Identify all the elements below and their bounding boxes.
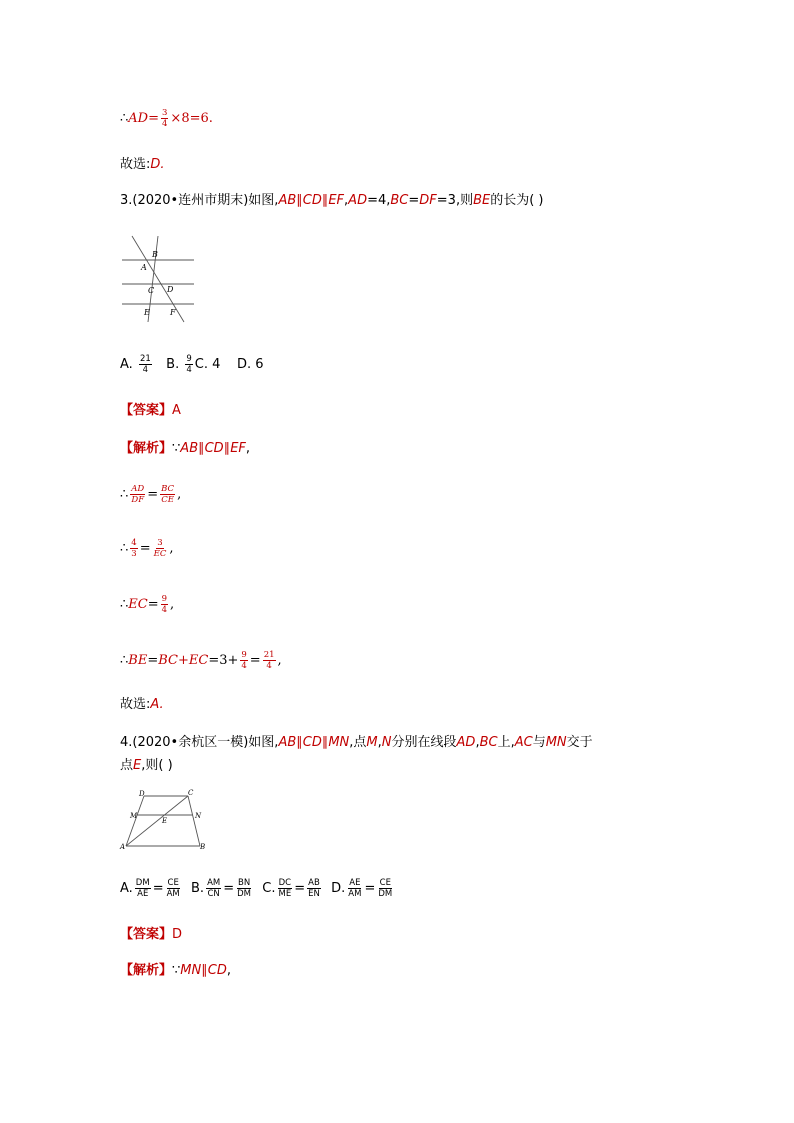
label-n: N: [195, 812, 202, 820]
equals-sign: =: [223, 881, 235, 896]
transversal-2: [132, 236, 184, 322]
therefore-symbol: ∴: [120, 653, 129, 668]
var-e: E: [133, 758, 142, 773]
question-number: 3.: [120, 193, 133, 208]
frac-num: BN: [237, 878, 251, 888]
equals-sign: =: [364, 881, 376, 896]
frac-den: AM: [166, 889, 180, 899]
option-d-label: D.: [331, 881, 346, 896]
equals-sign: =: [147, 653, 159, 668]
sep: ,: [226, 963, 231, 978]
frac-num: DC: [278, 878, 292, 888]
fraction-ad-df: [130, 484, 145, 505]
fraction-3-ec: [153, 538, 168, 559]
equals-sign: =: [147, 487, 159, 502]
label-e: E: [144, 308, 150, 317]
label-d: D: [167, 285, 174, 294]
sep: ,: [277, 653, 282, 668]
frac-num: AE: [349, 878, 361, 888]
answer-3: [120, 402, 181, 420]
question-tail: 的长为( ): [490, 193, 544, 208]
option-a-frac-1: [135, 878, 151, 899]
label-c: C: [148, 286, 155, 295]
frac-den: 4: [161, 605, 168, 615]
because-symbol: ∵: [172, 963, 181, 978]
label-d: D: [139, 790, 145, 798]
option-a-label: A.: [120, 881, 133, 896]
label-a: A: [141, 263, 147, 272]
analysis-3-line-4: [120, 594, 174, 615]
frac-num: 9: [161, 594, 168, 604]
frac-den: AE: [137, 889, 149, 899]
frac-den: ME: [278, 889, 292, 899]
option-c-frac-2: [307, 878, 321, 899]
eq-3-plus: =3+: [208, 653, 239, 668]
choose-line-1: [120, 156, 165, 174]
therefore-symbol: ∴: [120, 541, 129, 556]
sep: ,: [169, 541, 174, 556]
equals-sign: =: [152, 881, 164, 896]
frac-num: 21: [139, 354, 151, 364]
condition-parallel: AB∥CD∥EF: [278, 193, 345, 208]
fraction-bc-ce: [160, 484, 175, 505]
frac-num: AB: [308, 878, 320, 888]
fraction-9-4: [161, 594, 168, 615]
var-bc: BC: [479, 735, 498, 750]
frac-den: 4: [186, 365, 192, 375]
label-e: E: [162, 817, 168, 825]
eq: =: [408, 193, 420, 208]
frac-num: CE: [379, 878, 391, 888]
var-ad: AD: [128, 111, 149, 126]
frac-num: 9: [186, 354, 192, 364]
option-b-label: B.: [191, 881, 205, 896]
option-d-frac-1: [347, 878, 362, 899]
analysis-4-line-1: [120, 962, 231, 980]
option-b-frac-2: [236, 878, 252, 899]
answer-4: [120, 926, 182, 944]
analysis-3-line-3: [120, 538, 173, 559]
equals-sign: =: [249, 653, 261, 668]
option-d: D. 6: [236, 357, 264, 372]
option-b-label: B.: [166, 357, 180, 372]
frac-den: 4: [142, 365, 149, 375]
label-c: C: [188, 789, 194, 797]
frac-num: 9: [241, 650, 247, 660]
analysis-parallel: MN∥CD: [180, 963, 227, 978]
fraction-9-4: [240, 650, 247, 671]
frac-den: 3: [131, 549, 137, 559]
therefore-symbol: ∴: [120, 597, 129, 612]
frac-num: 21: [263, 650, 275, 660]
sep: ,: [245, 441, 251, 456]
question-number: 4.: [120, 735, 133, 750]
label-a: A: [120, 843, 126, 851]
answer-label: 【答案】: [120, 403, 173, 418]
frac-num: 3: [157, 538, 163, 548]
fraction-3-4: [161, 108, 168, 129]
fraction-21-4: [263, 650, 276, 671]
question-tail: ,则( ): [141, 758, 173, 773]
frac-num: DM: [135, 878, 150, 888]
because-symbol: ∵: [172, 441, 181, 456]
frac-den: DM: [237, 889, 252, 899]
fraction-4-3: [130, 538, 137, 559]
var-be: BE: [128, 653, 148, 668]
frac-den: EN: [308, 889, 320, 899]
choose-line-2: [120, 696, 164, 714]
answer-value: D: [172, 927, 183, 942]
condition-parallel: AB∥CD∥MN: [278, 735, 350, 750]
text-mid: 与: [532, 735, 546, 750]
question-source: (2020•余杭区一模)如图,: [132, 735, 279, 750]
frac-den: CN: [207, 889, 220, 899]
text-mid: 分别在线段: [391, 735, 457, 750]
segment-bc: [188, 796, 200, 846]
equals-sign: =: [139, 541, 151, 556]
choose-prefix: 故选:: [120, 157, 151, 172]
frac-den: DM: [378, 889, 393, 899]
frac-num: AD: [131, 484, 145, 494]
frac-den: EC: [153, 549, 167, 559]
var-ad: AD: [456, 735, 476, 750]
frac-den: 4: [162, 119, 168, 129]
frac-den: 4: [241, 661, 247, 671]
choose-prefix: 故选:: [120, 697, 151, 712]
analysis-label: 【解析】: [120, 963, 173, 978]
figure-3-parallel-lines: [118, 232, 202, 328]
var-n: N: [381, 735, 392, 750]
label-b: B: [152, 250, 158, 259]
question-3: [120, 192, 544, 210]
option-a-label: A.: [120, 357, 133, 372]
option-b-fraction: [185, 354, 192, 375]
frac-num: 3: [162, 108, 168, 118]
option-d-frac-2: [377, 878, 393, 899]
choose-value: D.: [150, 157, 165, 172]
frac-num: AM: [207, 878, 221, 888]
text-mid: ,点: [349, 735, 367, 750]
option-b-frac-1: [206, 878, 221, 899]
question-4-options: [120, 878, 395, 899]
answer-value: A: [172, 403, 181, 418]
frac-den: AM: [348, 889, 362, 899]
label-b: B: [200, 843, 206, 851]
option-a-fraction: [139, 354, 152, 375]
answer-label: 【答案】: [120, 927, 173, 942]
analysis-3-line-2: [120, 484, 181, 505]
choose-value: A.: [150, 697, 164, 712]
option-c-frac-1: [278, 878, 293, 899]
question-4-line-1: [120, 734, 593, 752]
sep: ,: [475, 735, 480, 750]
text-mid: 点: [120, 758, 134, 773]
var-bc: BC: [390, 193, 409, 208]
frac-den: CE: [161, 495, 174, 505]
var-df: DF: [419, 193, 437, 208]
sep: ,: [170, 597, 175, 612]
eq-3: =3,则: [436, 193, 474, 208]
option-c: C. 4: [194, 357, 221, 372]
text-mid: 交于: [566, 735, 593, 750]
therefore-symbol: ∴: [120, 111, 129, 126]
var-ec: EC: [128, 597, 148, 612]
frac-den: 4: [266, 661, 272, 671]
equals-sign: =: [147, 597, 159, 612]
expr-rest: ×8=6.: [170, 111, 213, 126]
text-mid: 上,: [497, 735, 515, 750]
var-bc-ec: BC+EC: [158, 653, 209, 668]
label-m: M: [130, 812, 138, 820]
sep: ,: [377, 735, 382, 750]
frac-num: CE: [167, 878, 179, 888]
var-mn: MN: [545, 735, 567, 750]
var-ad: AD: [348, 193, 368, 208]
question-3-options: [120, 354, 264, 375]
label-f: F: [170, 308, 176, 317]
var-m: M: [366, 735, 378, 750]
analysis-3-line-1: [120, 440, 250, 458]
frac-den: DF: [131, 495, 145, 505]
option-c-label: C.: [262, 881, 276, 896]
therefore-symbol: ∴: [120, 487, 129, 502]
analysis-3-line-5: [120, 650, 282, 671]
equals-sign: =: [148, 111, 159, 126]
eq-4: =4,: [367, 193, 391, 208]
solution-line-ad: [120, 108, 213, 129]
analysis-label: 【解析】: [120, 441, 173, 456]
sep: ,: [177, 487, 182, 502]
figure-4-trapezoid: [118, 788, 210, 852]
sep: ,: [344, 193, 349, 208]
frac-num: 4: [131, 538, 137, 548]
option-a-frac-2: [166, 878, 181, 899]
var-be: BE: [473, 193, 491, 208]
frac-num: BC: [161, 484, 175, 494]
analysis-parallel: AB∥CD∥EF: [180, 441, 246, 456]
question-4-line-2: [120, 757, 173, 775]
equals-sign: =: [294, 881, 306, 896]
var-ac: AC: [514, 735, 533, 750]
question-source: (2020•连州市期末)如图,: [132, 193, 279, 208]
